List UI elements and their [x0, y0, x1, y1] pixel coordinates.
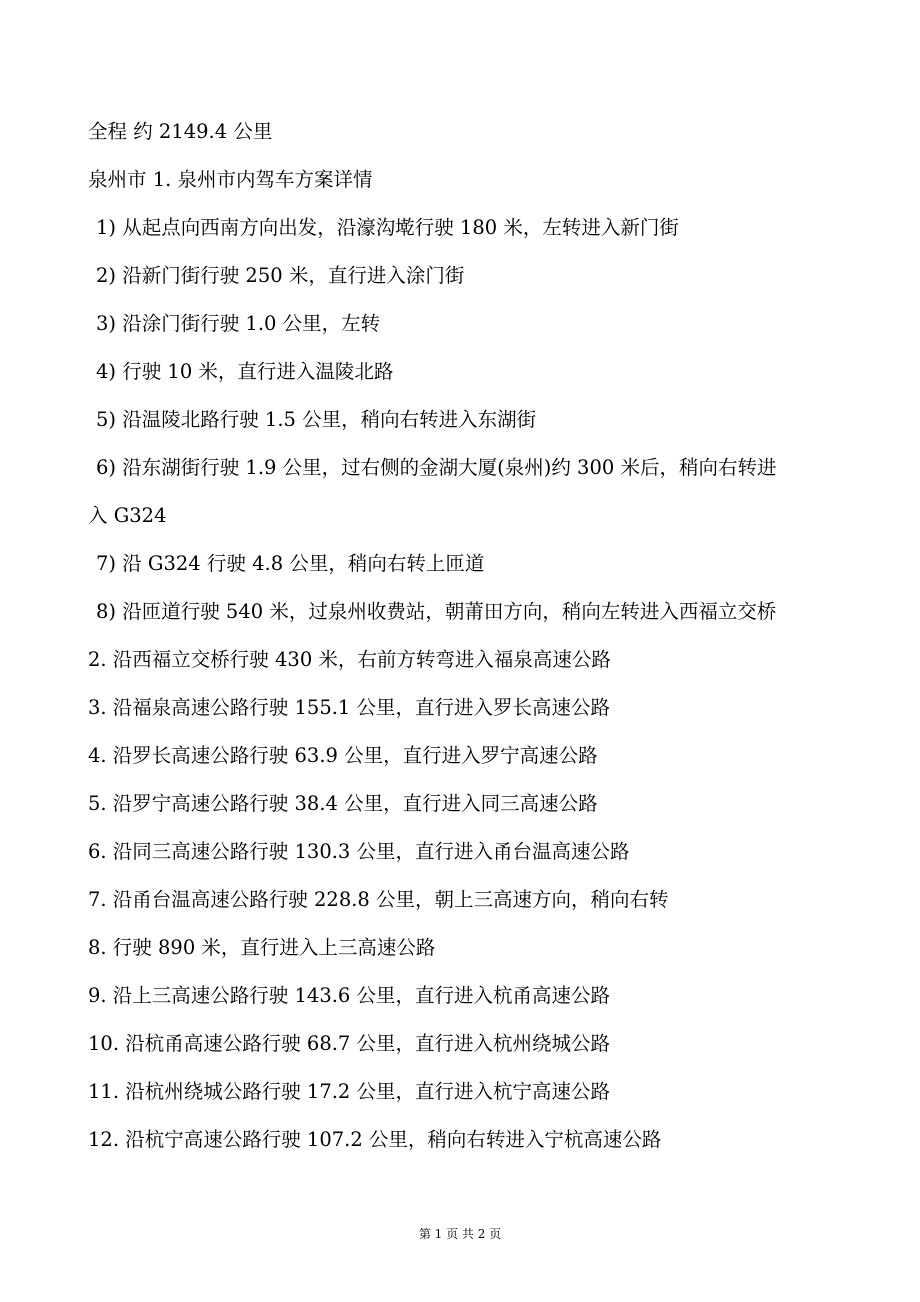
step-7: 7. 沿甬台温高速公路行驶 228.8 公里，朝上三高速方向，稍向右转 — [88, 888, 669, 911]
step-4: 4. 沿罗长高速公路行驶 63.9 公里，直行进入罗宁高速公路 — [88, 744, 598, 767]
substep-3: 3) 沿涂门街行驶 1.0 公里，左转 — [96, 312, 381, 335]
route-total: 全程 约 2149.4 公里 — [88, 120, 273, 143]
substep-5: 5) 沿温陵北路行驶 1.5 公里，稍向右转进入东湖街 — [96, 408, 537, 431]
step-11: 11. 沿杭州绕城公路行驶 17.2 公里，直行进入杭宁高速公路 — [88, 1080, 611, 1103]
step-8: 8. 行驶 890 米，直行进入上三高速公路 — [88, 936, 436, 959]
page-footer: 第 1 页 共 2 页 — [418, 1227, 502, 1241]
step-2: 2. 沿西福立交桥行驶 430 米，右前方转弯进入福泉高速公路 — [88, 648, 611, 671]
substep-4: 4) 行驶 10 米，直行进入温陵北路 — [96, 360, 394, 383]
step-5: 5. 沿罗宁高速公路行驶 38.4 公里，直行进入同三高速公路 — [88, 792, 598, 815]
step-12: 12. 沿杭宁高速公路行驶 107.2 公里，稍向右转进入宁杭高速公路 — [88, 1128, 662, 1151]
substep-7: 7) 沿 G324 行驶 4.8 公里，稍向右转上匝道 — [96, 552, 485, 575]
step-9: 9. 沿上三高速公路行驶 143.6 公里，直行进入杭甬高速公路 — [88, 984, 611, 1007]
step-6: 6. 沿同三高速公路行驶 130.3 公里，直行进入甬台温高速公路 — [88, 840, 630, 863]
substep-2: 2) 沿新门街行驶 250 米，直行进入涂门街 — [96, 264, 465, 287]
step-3: 3. 沿福泉高速公路行驶 155.1 公里，直行进入罗长高速公路 — [88, 696, 611, 719]
substep-6: 6) 沿东湖街行驶 1.9 公里，过右侧的金湖大厦(泉州)约 300 米后，稍向右转进 — [96, 456, 777, 479]
substep-1: 1) 从起点向西南方向出发，沿濠沟墘行驶 180 米，左转进入新门街 — [96, 216, 679, 239]
route-header: 泉州市 1. 泉州市内驾车方案详情 — [88, 168, 373, 191]
substep-8: 8) 沿匝道行驶 540 米，过泉州收费站，朝莆田方向，稍向左转进入西福立交桥 — [96, 600, 777, 623]
step-10: 10. 沿杭甬高速公路行驶 68.7 公里，直行进入杭州绕城公路 — [88, 1032, 611, 1055]
substep-6-continued: 入 G324 — [88, 504, 167, 527]
